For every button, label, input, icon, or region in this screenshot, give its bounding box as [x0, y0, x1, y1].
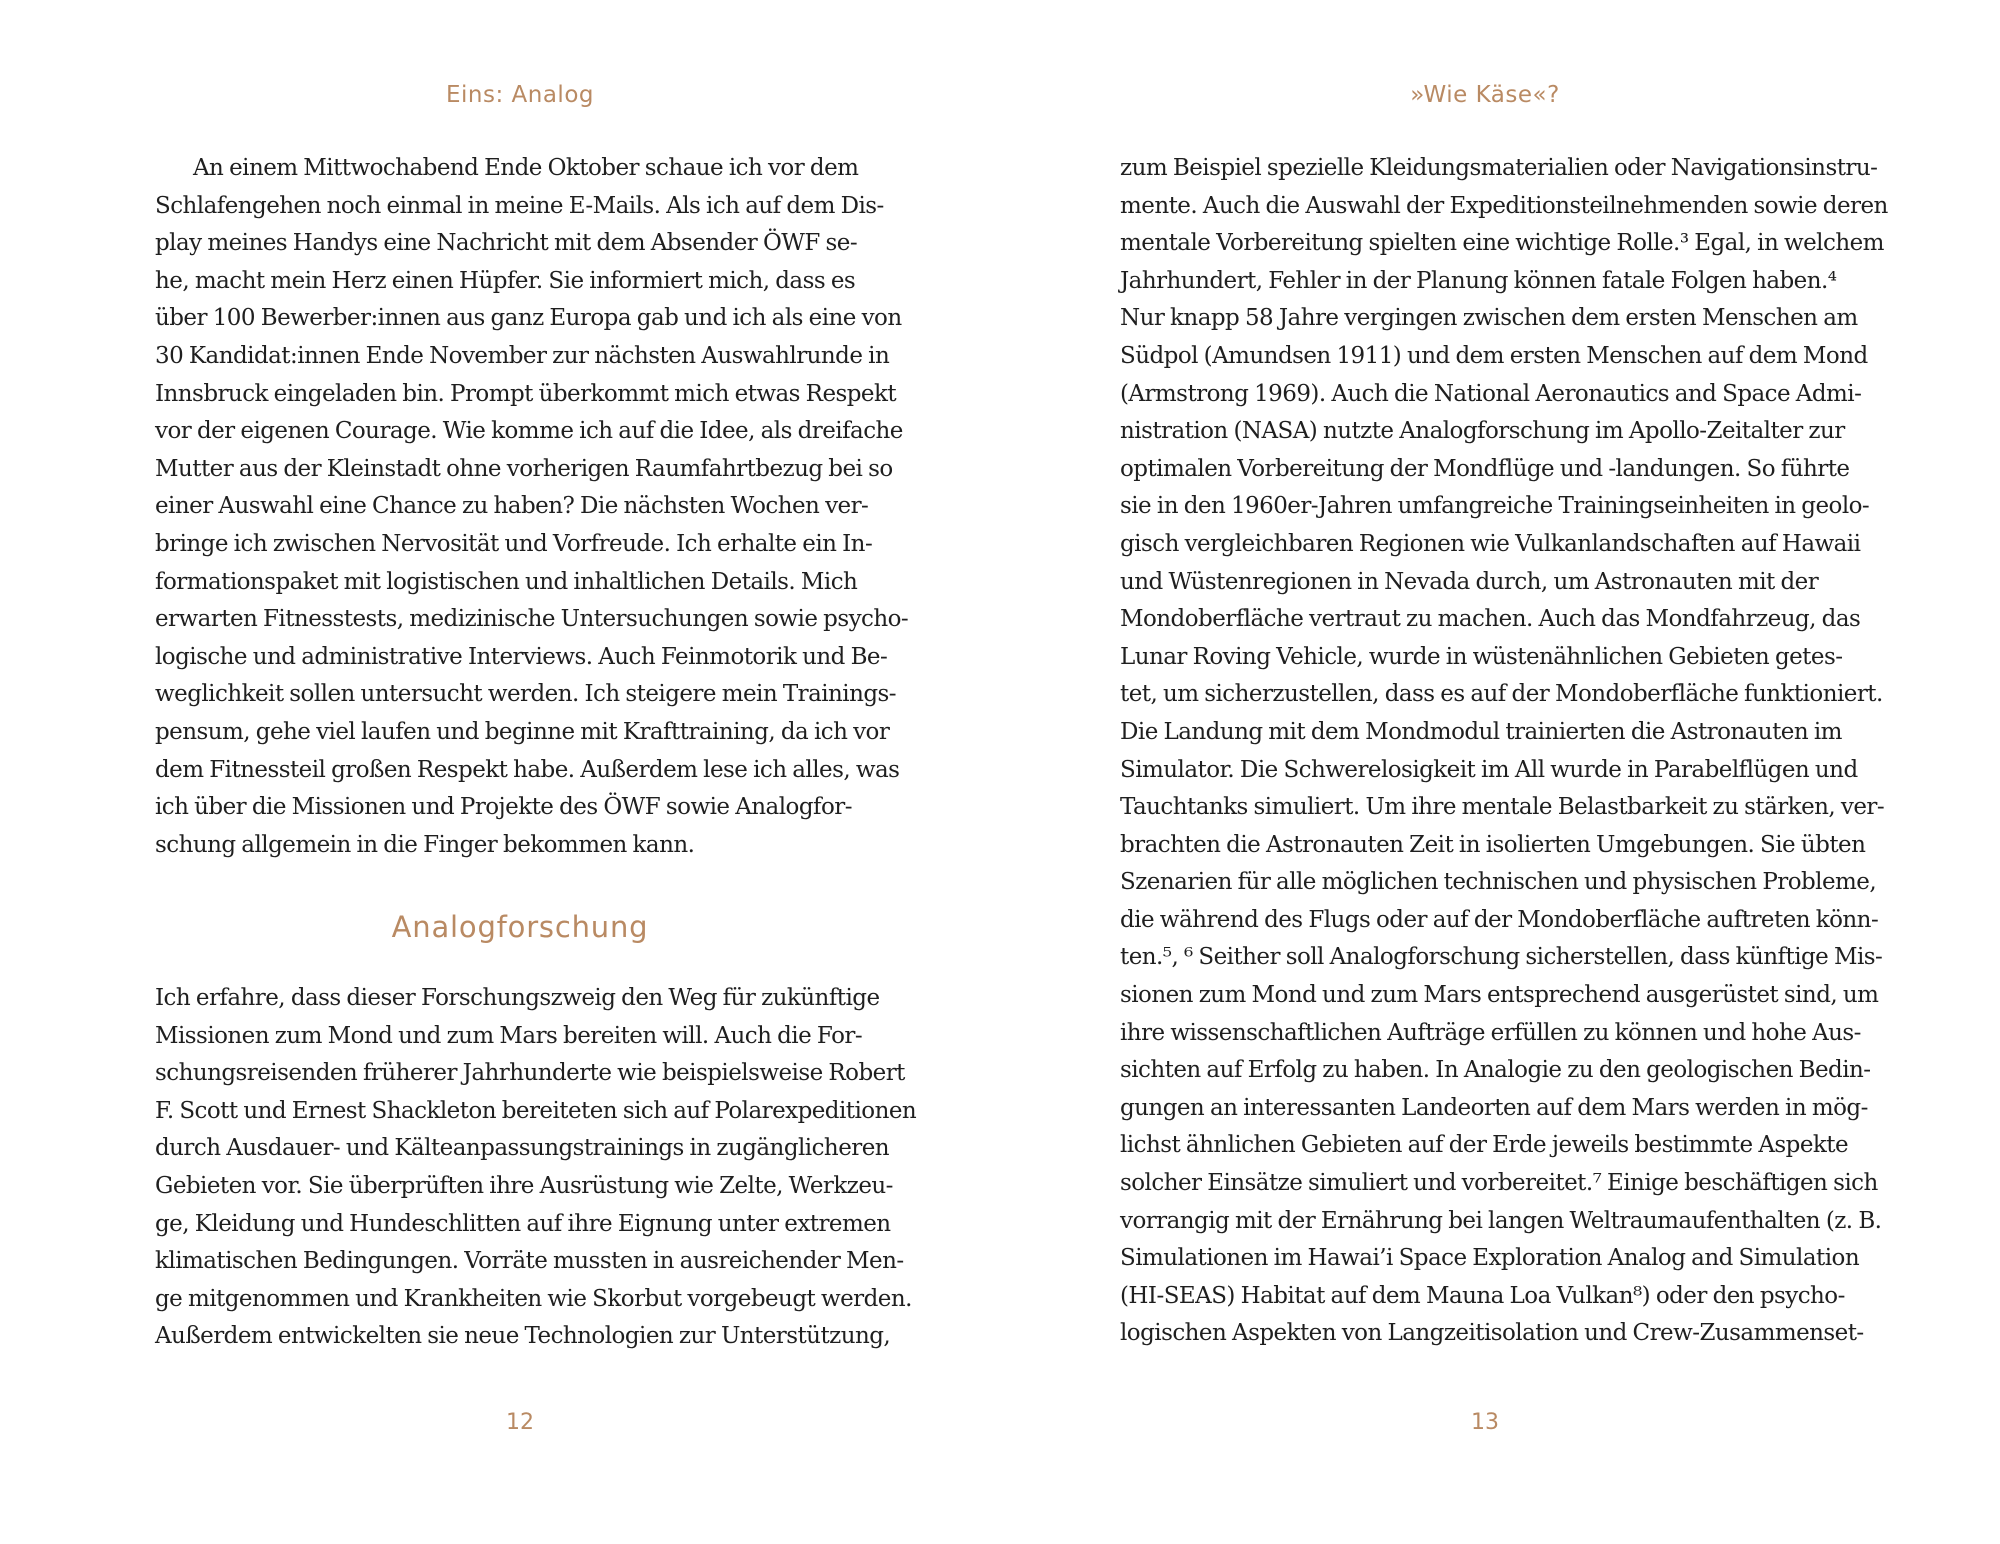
text-line: tet, um sicherzustellen, dass es auf der Mondoberfläche funktioniert.: [1120, 681, 1883, 708]
text-line: schung allgemein in die Finger bekommen kann.: [155, 831, 695, 858]
text-line: An einem Mittwochabend Ende Oktober schaue ich vor dem: [193, 155, 859, 181]
text-line: logische und administrative Interviews. Auch Feinmotorik und Be-: [155, 643, 888, 670]
text-line: Schlafengehen noch einmal in meine E-Mails. Als ich auf dem Dis-: [155, 192, 884, 219]
page-number-left: 12: [506, 1410, 534, 1435]
text-line: und Wüstenregionen in Nevada durch, um Astronauten mit der: [1120, 568, 1819, 595]
page-number-right: 13: [1471, 1410, 1499, 1435]
text-line: zum Beispiel spezielle Kleidungsmaterialien oder Navigationsinstru-: [1120, 155, 1878, 181]
text-line: gungen an interessanten Landeorten auf dem Mars werden in mög-: [1120, 1094, 1868, 1121]
section-heading: Analogforschung: [391, 910, 649, 944]
text-line: Außerdem entwickelten sie neue Technologien zur Unterstützung,: [155, 1323, 891, 1350]
text-line: vorrangig mit der Ernährung bei langen Weltraumaufenthalten (z. B.: [1120, 1207, 1882, 1234]
text-line: formationspaket mit logistischen und inhaltlichen Details. Mich: [155, 568, 858, 595]
text-line: nistration (NASA) nutzte Analogforschung im Apollo-Zeitalter zur: [1120, 418, 1845, 445]
text-line: Simulator. Die Schwerelosigkeit im All wurde in Parabelflügen und: [1120, 756, 1858, 783]
text-line: gisch vergleichbaren Regionen wie Vulkanlandschaften auf Hawaii: [1120, 530, 1861, 557]
text-line: Lunar Roving Vehicle, wurde in wüstenähnlichen Gebieten getes-: [1120, 643, 1843, 670]
text-line: brachten die Astronauten Zeit in isolierten Umgebungen. Sie übten: [1120, 831, 1866, 858]
text-line: ihre wissenschaftlichen Aufträge erfüllen zu können und hohe Aus-: [1120, 1019, 1861, 1046]
text-line: Gebieten vor. Sie überprüften ihre Ausrüstung wie Zelte, Werkzeu-: [155, 1172, 893, 1199]
text-line: Simulationen im Hawai’i Space Exploration Analog and Simulation: [1120, 1245, 1860, 1272]
text-line: Mutter aus der Kleinstadt ohne vorherigen Raumfahrtbezug bei so: [155, 455, 893, 482]
text-line: (HI-SEAS) Habitat auf dem Mauna Loa Vulkan⁸) oder den psycho-: [1120, 1282, 1845, 1309]
text-line: schungsreisenden früherer Jahrhunderte wie beispielsweise Robert: [155, 1060, 905, 1087]
text-line: he, macht mein Herz einen Hüpfer. Sie informiert mich, dass es: [155, 267, 856, 294]
text-line: logischen Aspekten von Langzeitisolation und Crew-Zusammenset-: [1120, 1320, 1864, 1347]
text-line: solcher Einsätze simuliert und vorbereitet.⁷ Einige beschäftigen sich: [1120, 1170, 1878, 1197]
text-line: lichst ähnlichen Gebieten auf der Erde jeweils bestimmte Aspekte: [1120, 1132, 1849, 1159]
text-line: Ich erfahre, dass dieser Forschungszweig den Weg für zukünftige: [155, 985, 880, 1011]
text-line: Die Landung mit dem Mondmodul trainierten die Astronauten im: [1120, 718, 1842, 745]
text-line: mente. Auch die Auswahl der Expeditionsteilnehmenden sowie deren: [1120, 192, 1888, 219]
text-line: Nur knapp 58 Jahre vergingen zwischen dem ersten Menschen am: [1120, 305, 1858, 332]
text-line: 30 Kandidat:innen Ende November zur nächsten Auswahlrunde in: [155, 342, 890, 369]
text-line: über 100 Bewerber:innen aus ganz Europa gab und ich als eine von: [155, 305, 902, 332]
text-line: ge mitgenommen und Krankheiten wie Skorbut vorgebeugt werden.: [155, 1285, 912, 1312]
text-line: (Armstrong 1969). Auch die National Aeronautics and Space Admi-: [1120, 380, 1862, 407]
text-line: Szenarien für alle möglichen technischen und physischen Probleme,: [1120, 869, 1877, 896]
right-page: [1000, 0, 2000, 1544]
text-line: F. Scott und Ernest Shackleton bereiteten sich auf Polarexpeditionen: [155, 1097, 917, 1124]
text-line: vor der eigenen Courage. Wie komme ich auf die Idee, als dreifache: [155, 418, 903, 445]
text-line: sichten auf Erfolg zu haben. In Analogie zu den geologischen Bedin-: [1120, 1057, 1871, 1084]
left-paragraph-1: [155, 150, 909, 864]
text-line: sie in den 1960er-Jahren umfangreiche Trainingseinheiten in geolo-: [1120, 493, 1870, 520]
text-line: erwarten Fitnesstests, medizinische Untersuchungen sowie psycho-: [155, 606, 909, 633]
text-line: Tauchtanks simuliert. Um ihre mentale Belastbarkeit zu stärken, ver-: [1120, 794, 1885, 821]
text-line: Missionen zum Mond und zum Mars bereiten will. Auch die For-: [155, 1022, 863, 1049]
text-line: Südpol (Amundsen 1911) und dem ersten Menschen auf dem Mond: [1120, 342, 1868, 369]
text-line: durch Ausdauer- und Kälteanpassungstrainings in zugänglicheren: [155, 1135, 890, 1162]
text-line: Mondoberfläche vertraut zu machen. Auch das Mondfahrzeug, das: [1120, 606, 1861, 633]
text-line: Jahrhundert, Fehler in der Planung können fatale Folgen haben.⁴: [1120, 267, 1837, 294]
text-line: bringe ich zwischen Nervosität und Vorfreude. Ich erhalte ein In-: [155, 530, 873, 557]
text-line: Innsbruck eingeladen bin. Prompt überkommt mich etwas Respekt: [155, 380, 897, 407]
text-line: sionen zum Mond und zum Mars entsprechend ausgerüstet sind, um: [1120, 982, 1879, 1009]
text-line: einer Auswahl eine Chance zu haben? Die nächsten Wochen ver-: [155, 493, 869, 520]
text-line: play meines Handys eine Nachricht mit dem Absender ÖWF se-: [155, 230, 858, 257]
text-line: weglichkeit sollen untersucht werden. Ich steigere mein Trainings-: [155, 681, 897, 708]
text-line: ich über die Missionen und Projekte des ÖWF sowie Analogfor-: [155, 794, 852, 821]
text-line: pensum, gehe viel laufen und beginne mit Krafttraining, da ich vor: [155, 718, 890, 745]
text-line: die während des Flugs oder auf der Mondoberfläche auftreten könn-: [1120, 906, 1879, 933]
running-head-left: Eins: Analog: [445, 82, 594, 108]
text-line: ten.⁵, ⁶ Seither soll Analogforschung sicherstellen, dass künftige Mis-: [1120, 944, 1883, 971]
text-line: klimatischen Bedingungen. Vorräte mussten in ausreichender Men-: [155, 1248, 904, 1275]
right-paragraph: [1120, 150, 1888, 1353]
text-line: dem Fitnessteil großen Respekt habe. Außerdem lese ich alles, was: [155, 756, 900, 783]
text-line: optimalen Vorbereitung der Mondflüge und -landungen. So führte: [1120, 455, 1850, 482]
text-line: mentale Vorbereitung spielten eine wichtige Rolle.³ Egal, in welchem: [1120, 230, 1884, 257]
text-line: ge, Kleidung und Hundeschlitten auf ihre Eignung unter extremen: [155, 1210, 891, 1237]
running-head-right: »Wie Käse«?: [1410, 82, 1560, 108]
left-paragraph-2: [155, 980, 917, 1356]
